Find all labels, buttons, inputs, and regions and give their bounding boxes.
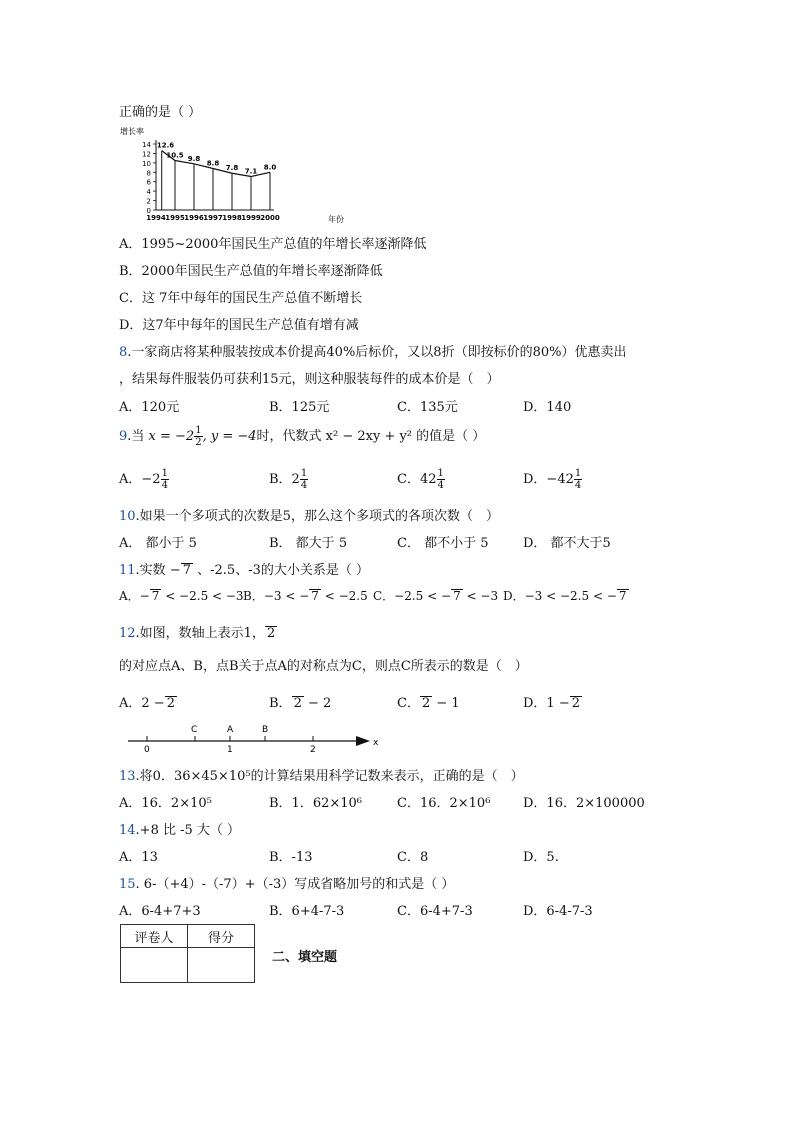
q9-number: 9 [119,429,128,444]
q15-option-c: C．6-4+7-3 [397,904,473,919]
section-2-heading: 二、填空题 [272,950,338,965]
q12-line1 [119,622,277,641]
q9-d-frac [574,468,582,491]
q15-stem [119,873,454,892]
chart-ytick-label: 4 [146,188,151,197]
q9-d-den: 4 [574,480,582,491]
q13-option-d: D．16．2×100000 [523,796,645,811]
chart-xtick-label: 1996 [184,214,204,222]
q10-text: .如果一个多项式的次数是5，那么这个多项式的各项次数（ ） [135,509,499,524]
q9-post: 时，代数式 x² − 2xy + y² 的值是（ ） [256,429,486,444]
q9-d-text: D．−42 [523,472,574,487]
q11-option-a [119,587,244,604]
q7-option-b: B．2000年国民生产总值的年增长率逐渐降低 [119,264,383,279]
q9-option-d [523,468,582,491]
q12-b-pre: B． [269,696,292,711]
score-table-score-header: 得分 [188,925,255,948]
q14-number: 14 [119,823,136,838]
q11-option-c [373,587,498,604]
q15-option-d: D．6-4-7-3 [523,904,593,919]
q12-line2: 的对应点A、B，点B关于点A的对称点为C，则点C所表示的数是（ ） [119,659,528,674]
q15-number: 15 [119,877,136,892]
q12-b-sqrt: 2 [293,696,302,711]
q14-option-a: A．13 [119,850,158,865]
q9-option-a [119,468,169,491]
q12-c-pre: C． [397,696,420,711]
q8-option-d: D．140 [523,400,572,415]
score-table [120,924,255,983]
q9-option-b [269,468,308,491]
q7-stem-tail: 正确的是（ ） [119,105,202,120]
q12-b-post: − 2 [303,696,332,711]
q8-option-c: C．135元 [397,400,458,415]
axis-label-x: x [373,738,379,748]
point-label-c: C [191,725,198,735]
chart-ytick-label: 12 [142,150,151,159]
chart-ytick-label: 0 [146,207,151,215]
score-table-reviewer-cell[interactable] [121,948,188,983]
q9-a-num: 1 [161,468,168,479]
q12-text1: .如图，数轴上表示1， [135,626,265,641]
q15-text: . 6-（+4）-（-7）+（-3）写成省略加号的和式是（ ） [135,877,455,892]
q8-line2: ，结果每件服装仍可获利15元，则这种服装每件的成本价是（ ） [119,372,500,387]
chart-data-label: 10.5 [166,151,184,160]
chart-xlabel: 年份 [328,215,344,224]
q14-option-c: C．8 [397,850,429,865]
q13-number: 13 [119,769,136,784]
q11-d-pre: D．−3 < −2.5 < − [503,589,617,603]
q8-option-b: B．125元 [269,400,330,415]
q11-c-sqrt: 7 [453,589,461,603]
q9-b-frac [300,468,308,491]
chart-data-label: 8.0 [263,163,277,172]
chart-ytick-label: 14 [142,141,151,149]
q9-frac-den: 2 [195,437,202,448]
number-line-arrow [356,736,370,746]
tick-label-1: 1 [227,745,233,755]
q12-a-sqrt: 2 [166,696,175,711]
q9-d-num: 1 [574,468,582,479]
q12-option-d [523,692,582,711]
q9-x-value: x = −2 [148,429,195,444]
q9-pre: .当 [127,429,149,444]
q9-b-den: 4 [300,480,308,491]
q12-a-pre: A．2 − [119,696,165,711]
q13-text: .将0．36×45×10⁵的计算结果用科学记数来表示，正确的是（ ） [135,769,524,784]
q13-option-c: C．16．2×10⁶ [397,796,491,811]
q8-text: .一家商店将某种服装按成本价提高40%后标价，又以8折（即按标价的80%）优惠卖出 [127,345,627,360]
q7-option-d: D．这7年中每年的国民生产总值有增有减 [119,318,359,333]
q11-b-post: < −2.5 [320,589,368,603]
q9-c-den: 4 [437,480,444,491]
score-table-score-cell[interactable] [188,948,255,983]
q11-d-sqrt: 7 [618,589,627,603]
q11-b-sqrt: 7 [311,589,319,603]
chart-xtick-label: 1995 [165,214,185,222]
q9-a-text: A．−2 [119,472,161,487]
q10-option-c: C． 都不小于 5 [397,536,489,551]
q7-option-c: C．这 7年中每年的国民生产总值不断增长 [119,291,363,306]
chart-xtick-label: 1998 [222,214,242,222]
chart-ytick-label: 2 [146,197,151,206]
q8-option-a: A．120元 [119,400,180,415]
chart-ytick-label: 8 [146,169,151,178]
q9-b-text: B．2 [269,472,300,487]
chart-data-label: 7.8 [225,164,239,173]
growth-rate-chart [118,124,358,228]
q12-d-pre: D．1 − [523,696,570,711]
q12-number: 12 [119,626,136,641]
q9-fraction [194,425,202,448]
q12-option-b [269,692,331,711]
q10-option-b: B． 都大于 5 [269,536,348,551]
score-table-reviewer-header: 评卷人 [121,925,188,948]
chart-data-label: 7.1 [244,167,258,176]
q9-c-frac [437,468,445,491]
q8-number: 8 [119,345,128,360]
q14-text: .+8 比 -5 大（ ） [135,823,241,838]
q11-option-d [503,587,629,604]
q11-sqrt: 7 [182,563,191,578]
q9-y-value: , y = −4 [202,429,257,444]
q12-option-c [397,692,460,711]
chart-ylabel: 增长率 [120,127,144,136]
q11-a-post: < −2.5 < −3 [161,589,244,603]
q11-c-pre: C．−2.5 < − [373,589,452,603]
q15-option-a: A．6-4+7+3 [119,904,201,919]
q7-option-a: A．1995~2000年国民生产总值的年增长率逐渐降低 [119,237,427,252]
q12-d-sqrt: 2 [571,696,581,711]
q12-option-a [119,692,177,711]
q9-b-num: 1 [300,468,308,479]
q11-post: 、-2.5、-3的大小关系是（ ） [193,563,369,578]
q13-option-a: A．16．2×10⁵ [119,796,212,811]
q12-sqrt: 2 [266,626,276,641]
q14-option-b: B．-13 [269,850,313,865]
q10-option-d: D． 都不大于5 [523,536,611,551]
q11-number: 11 [119,563,136,578]
q11-c-post: < −3 [462,589,499,603]
chart-data-label: 12.6 [156,141,175,150]
q11-stem [119,559,369,578]
q9-c-text: C．42 [397,472,437,487]
q11-a-sqrt: 7 [151,589,160,603]
q9-stem [119,425,485,448]
q10-stem [119,505,499,524]
q8-line1 [119,341,626,360]
number-line [124,719,384,755]
q9-option-c [397,468,445,491]
chart-data-label: 8.8 [206,159,220,168]
q14-stem [119,819,240,838]
q10-option-a: A． 都小于 5 [119,536,197,551]
q13-option-b: B．1．62×10⁶ [269,796,363,811]
q9-frac-num: 1 [195,425,202,436]
point-label-a: A [227,725,234,735]
q11-a-pre: A．− [119,589,150,603]
chart-xtick-label: 1994 [146,214,166,222]
q11-b-pre: B．−3 < − [243,589,310,603]
chart-xtick-label: 1999 [241,214,261,222]
q12-c-sqrt: 2 [421,696,431,711]
q11-option-b [243,587,368,604]
q9-a-den: 4 [161,480,168,491]
q9-c-num: 1 [437,468,444,479]
tick-label-2: 2 [310,745,316,755]
q11-pre: .实数 − [135,563,181,578]
tick-label-0: 0 [144,745,150,755]
q10-number: 10 [119,509,136,524]
q9-a-frac [161,468,169,491]
q14-option-d: D．5. [523,850,559,865]
q12-c-post: − 1 [432,696,460,711]
chart-xtick-label: 1997 [203,214,223,222]
chart-ytick-label: 6 [146,178,151,187]
chart-ytick-label: 10 [142,159,151,168]
chart-data-label: 9.8 [187,154,201,163]
q15-option-b: B．6+4-7-3 [269,904,345,919]
chart-xtick-label: 2000 [260,214,280,222]
point-label-b: B [262,725,269,735]
q13-stem [119,765,524,784]
